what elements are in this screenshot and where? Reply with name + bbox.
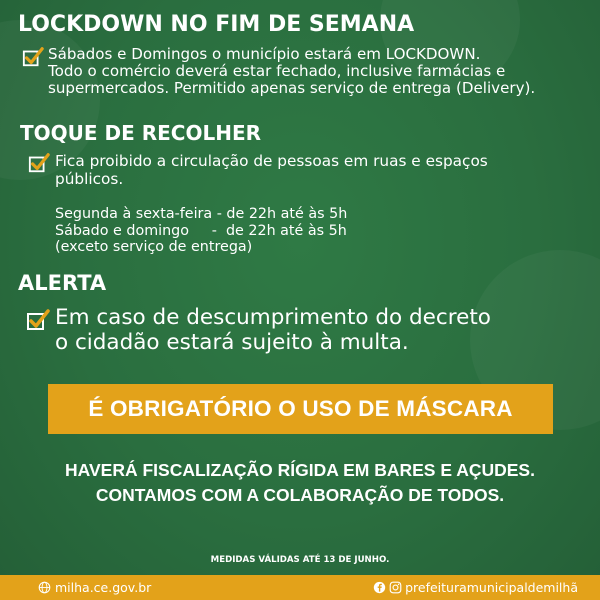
alert-text xyxy=(55,305,491,355)
checkmark-icon xyxy=(28,152,50,174)
alert-title: ALERTA xyxy=(18,271,107,295)
lockdown-line: supermercados. Permitido apenas serviço de entrega (Delivery). xyxy=(48,79,536,97)
footer-social[interactable] xyxy=(373,580,578,595)
lockdown-line: Todo o comércio deverá estar fechado, inclusive farmácias e xyxy=(48,62,506,80)
instagram-icon[interactable] xyxy=(389,581,402,594)
checkmark-icon xyxy=(22,46,44,68)
alert-line: Em caso de descumprimento do decreto xyxy=(55,305,491,330)
website-link[interactable]: milha.ce.gov.br xyxy=(55,580,152,595)
validity-note: MEDIDAS VÁLIDAS ATÉ 13 DE JUNHO. xyxy=(210,555,390,565)
checkmark-icon xyxy=(26,308,50,332)
mask-banner-text: É OBRIGATÓRIO O USO DE MÁSCARA xyxy=(88,396,513,421)
curfew-text xyxy=(55,152,488,188)
closing-line-1: HAVERÁ FISCALIZAÇÃO RÍGIDA EM BARES E AÇUDES. xyxy=(65,460,535,480)
schedule-line: (exceto serviço de entrega) xyxy=(55,239,253,255)
lockdown-line: Sábados e Domingos o município estará em LOCKDOWN. xyxy=(48,45,481,63)
curfew-line: públicos. xyxy=(55,170,124,188)
lockdown-title: LOCKDOWN NO FIM DE SEMANA xyxy=(18,12,415,37)
social-handle[interactable]: prefeituramunicipaldemilhã xyxy=(405,580,578,595)
alert-line: o cidadão estará sujeito à multa. xyxy=(55,330,409,355)
schedule-line: Sábado e domingo - de 22h até às 5h xyxy=(55,222,347,239)
facebook-icon[interactable] xyxy=(373,581,386,594)
lockdown-text xyxy=(48,46,535,97)
curfew-title: TOQUE DE RECOLHER xyxy=(20,121,262,145)
footer-website[interactable] xyxy=(38,580,151,595)
closing-line-2: CONTAMOS COM A COLABORAÇÃO DE TODOS. xyxy=(95,485,505,505)
curfew-line: Fica proibido a circulação de pessoas em ruas e espaços xyxy=(55,152,488,170)
curfew-schedule xyxy=(55,206,347,256)
schedule-line: Segunda à sexta-feira - de 22h até às 5h xyxy=(55,206,348,222)
globe-icon xyxy=(38,581,51,594)
footer-bar xyxy=(0,575,600,600)
mask-banner xyxy=(48,384,553,434)
